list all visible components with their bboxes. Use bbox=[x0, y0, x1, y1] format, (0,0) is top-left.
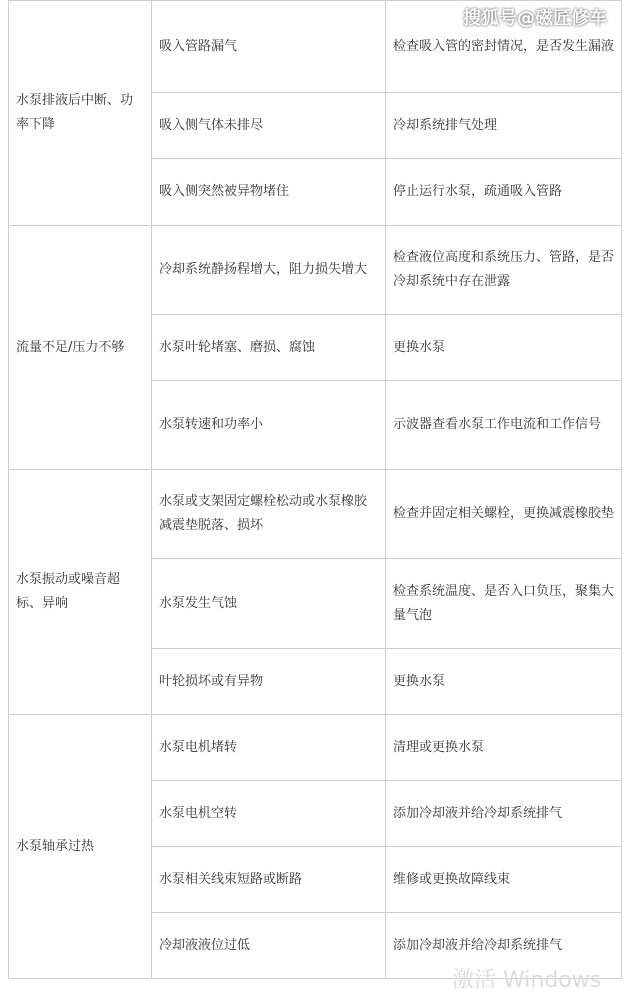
table-row bbox=[9, 226, 622, 315]
cause-cell: 吸入侧气体未排尽 bbox=[152, 93, 386, 159]
windows-activation-watermark: 激活 Windows bbox=[452, 968, 602, 993]
fix-cell: 维修或更换故障线束 bbox=[386, 847, 622, 913]
cause-cell: 水泵电机堵转 bbox=[152, 715, 386, 781]
cause-cell: 冷却液液位过低 bbox=[152, 913, 386, 979]
fix-cell: 停止运行水泵，疏通吸入管路 bbox=[386, 159, 622, 226]
fix-cell: 检查吸入管的密封情况，是否发生漏液 bbox=[386, 1, 622, 93]
fix-cell: 更换水泵 bbox=[386, 315, 622, 381]
fix-cell: 示波器查看水泵工作电流和工作信号 bbox=[386, 381, 622, 470]
fix-cell: 清理或更换水泵 bbox=[386, 715, 622, 781]
cause-cell: 水泵叶轮堵塞、磨损、腐蚀 bbox=[152, 315, 386, 381]
fault-cell: 水泵轴承过热 bbox=[9, 715, 152, 979]
fix-cell: 检查液位高度和系统压力、管路，是否冷却系统中存在泄露 bbox=[386, 226, 622, 315]
cause-cell: 水泵转速和功率小 bbox=[152, 381, 386, 470]
cause-cell: 水泵相关线束短路或断路 bbox=[152, 847, 386, 913]
fix-cell: 检查并固定相关螺栓，更换减震橡胶垫 bbox=[386, 470, 622, 559]
cause-cell: 吸入管路漏气 bbox=[152, 1, 386, 93]
fix-cell: 检查系统温度、是否入口负压，聚集大量气泡 bbox=[386, 559, 622, 649]
table-row bbox=[9, 715, 622, 781]
fault-cell: 水泵排液后中断、功率下降 bbox=[9, 1, 152, 226]
cause-cell: 水泵电机空转 bbox=[152, 781, 386, 847]
cause-cell: 水泵发生气蚀 bbox=[152, 559, 386, 649]
fault-cell: 水泵振动或噪音超标、异响 bbox=[9, 470, 152, 715]
fault-cell: 流量不足/压力不够 bbox=[9, 226, 152, 470]
table-row bbox=[9, 470, 622, 559]
sohu-watermark: 搜狐号@磁匠修车 bbox=[463, 8, 607, 29]
fault-table bbox=[8, 0, 622, 979]
cause-cell: 水泵或支架固定螺栓松动或水泵橡胶减震垫脱落、损坏 bbox=[152, 470, 386, 559]
cause-cell: 吸入侧突然被异物堵住 bbox=[152, 159, 386, 226]
fix-cell: 更换水泵 bbox=[386, 649, 622, 715]
cause-cell: 叶轮损坏或有异物 bbox=[152, 649, 386, 715]
cause-cell: 冷却系统静扬程增大，阻力损失增大 bbox=[152, 226, 386, 315]
fix-cell: 添加冷却液并给冷却系统排气 bbox=[386, 913, 622, 979]
fix-cell: 添加冷却液并给冷却系统排气 bbox=[386, 781, 622, 847]
fix-cell: 冷却系统排气处理 bbox=[386, 93, 622, 159]
